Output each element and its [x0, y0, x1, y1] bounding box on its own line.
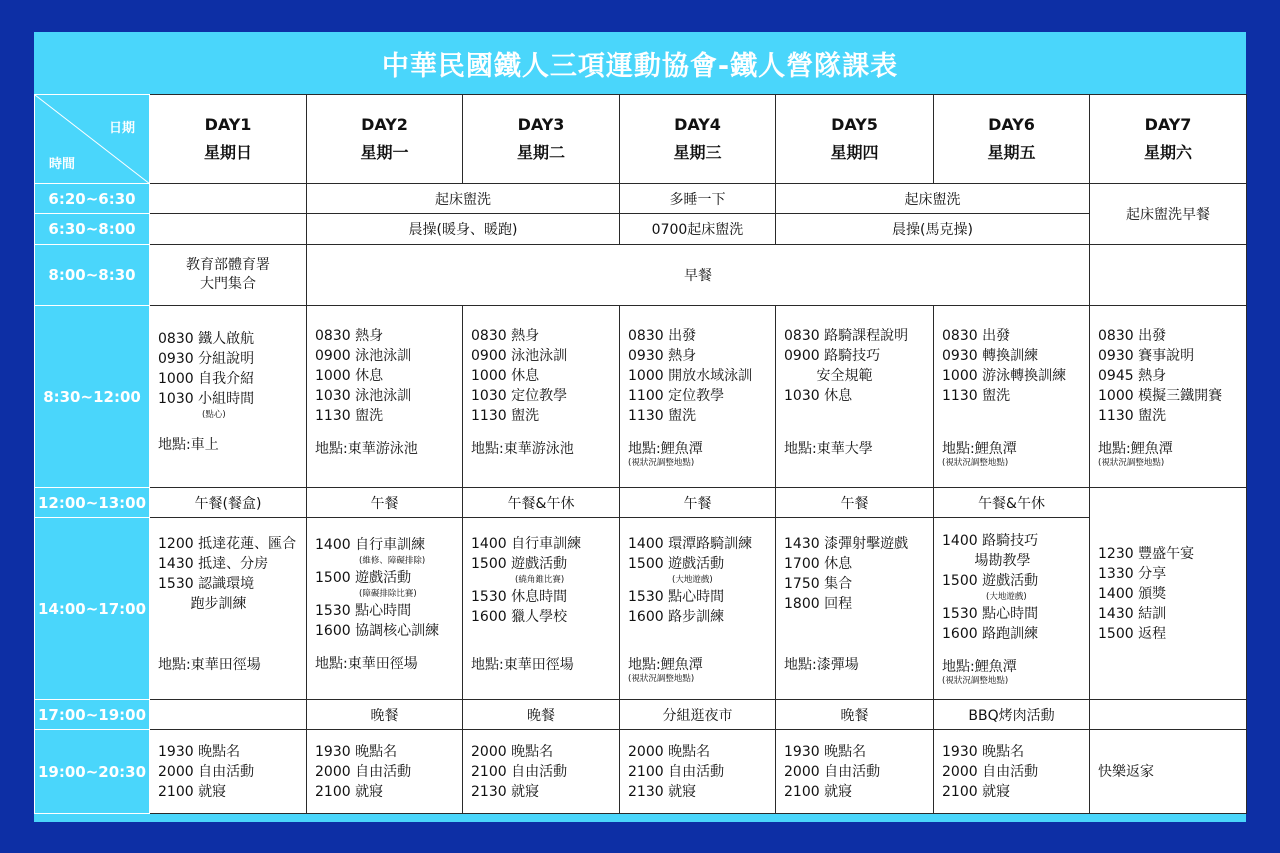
cell-lunch: 午餐(餐盒): [150, 488, 307, 518]
morning-d4: 0830 出發 0930 熱身 1000 開放水域泳訓 1100 定位教學 1130 盥洗 地點:鯉魚潭 (視狀況調整地點): [620, 306, 776, 488]
cell-empty: [150, 700, 307, 730]
morning-d2: 0830 熱身 0900 泳池泳訓 1000 休息 1030 泳池泳訓 1130 盥洗 地點:東華游泳池: [307, 306, 463, 488]
cell-wake-breakfast: 起床盥洗早餐: [1090, 184, 1247, 245]
row-1700: [35, 700, 1247, 730]
cell-breakfast: 早餐: [307, 245, 1090, 306]
row-1900: [35, 730, 1247, 814]
evening-d5: 1930 晚點名 2000 自由活動 2100 就寢: [776, 730, 934, 814]
day-label: DAY4: [674, 115, 721, 134]
afternoon-d2: 1400 自行車訓練 (維修、障礙排除) 1500 遊戲活動 (障礙排除比賽) 1530 點心時間 1600 協調核心訓練 地點:東華田徑場: [307, 518, 463, 700]
cell-gathering: 教育部體育署 大門集合: [150, 245, 307, 306]
cell-lunch: 午餐&午休: [934, 488, 1090, 518]
row-0800: [35, 245, 1247, 306]
evening-d4: 2000 晚點名 2100 自由活動 2130 就寢: [620, 730, 776, 814]
cell-morning-exercise: 晨操(暖身、暖跑): [307, 214, 620, 245]
day-header-2: [307, 95, 463, 184]
cell-bbq: BBQ烤肉活動: [934, 700, 1090, 730]
weekday-label: 星期四: [830, 143, 879, 162]
cell-wake-up: 起床盥洗: [307, 184, 620, 214]
cell-dinner: 晚餐: [463, 700, 620, 730]
corner-time-label: 時間: [49, 157, 76, 172]
corner-date-label: 日期: [108, 121, 135, 136]
morning-d3: 0830 熱身 0900 泳池泳訓 1000 休息 1030 定位教學 1130 盥洗 地點:東華游泳池: [463, 306, 620, 488]
time-label: 6:30~8:00: [35, 214, 150, 245]
morning-d5: 0830 路騎課程說明 0900 路騎技巧 安全規範 1030 休息 地點:東華大學: [776, 306, 934, 488]
evening-d6: 1930 晚點名 2000 自由活動 2100 就寢: [934, 730, 1090, 814]
afternoon-d6: 1400 路騎技巧 場勘教學 1500 遊戲活動 (大地遊戲) 1530 點心時間 1600 路跑訓練 地點:鯉魚潭 (視狀況調整地點): [934, 518, 1090, 700]
cell-lunch: 午餐: [307, 488, 463, 518]
afternoon-d3: 1400 自行車訓練 1500 遊戲活動 (繞角錐比賽) 1530 休息時間 1600 獵人學校 地點:東華田徑場: [463, 518, 620, 700]
evening-d1: 1930 晚點名 2000 自由活動 2100 就寢: [150, 730, 307, 814]
cell-empty: [1090, 700, 1247, 730]
weekday-label: 星期一: [360, 143, 409, 162]
cell-empty: [150, 184, 307, 214]
header-row: [35, 95, 1247, 184]
row-0830: [35, 306, 1247, 488]
day-header-1: [150, 95, 307, 184]
day-label: DAY2: [361, 115, 408, 134]
time-label: 14:00~17:00: [35, 518, 150, 700]
cell-lunch: 午餐: [776, 488, 934, 518]
row-1200: [35, 488, 1247, 518]
cell-empty: [150, 214, 307, 245]
cell-dinner: 晚餐: [776, 700, 934, 730]
weekday-label: 星期二: [516, 143, 565, 162]
day-header-4: [620, 95, 776, 184]
day-label: DAY1: [204, 115, 252, 134]
weekday-label: 星期五: [987, 143, 1036, 162]
evening-d7: 快樂返家: [1090, 730, 1247, 814]
weekday-label: 星期六: [1143, 143, 1192, 162]
evening-d2: 1930 晚點名 2000 自由活動 2100 就寢: [307, 730, 463, 814]
time-label: 6:20~6:30: [35, 184, 150, 214]
day-header-7: [1090, 95, 1247, 184]
afternoon-d4: 1400 環潭路騎訓練 1500 遊戲活動 (大地遊戲) 1530 點心時間 1600 路步訓練 地點:鯉魚潭 (視狀況調整地點): [620, 518, 776, 700]
day-header-6: [934, 95, 1090, 184]
row-0630: [35, 214, 1247, 245]
cell-wake-0700: 0700起床盥洗: [620, 214, 776, 245]
morning-d1: 0830 鐵人啟航 0930 分組說明 1000 自我介紹 1030 小組時間 (點心) 地點:車上: [150, 306, 307, 488]
time-label: 8:00~8:30: [35, 245, 150, 306]
time-label: 19:00~20:30: [35, 730, 150, 814]
morning-d7: 0830 出發 0930 賽事說明 0945 熱身 1000 模擬三鐵開賽 1130 盥洗 地點:鯉魚潭 (視狀況調整地點): [1090, 306, 1247, 488]
weekday-label: 星期日: [203, 143, 252, 162]
day-header-5: [776, 95, 934, 184]
afternoon-d5: 1430 漆彈射擊遊戲 1700 休息 1750 集合 1800 回程 地點:漆彈場: [776, 518, 934, 700]
corner-cell: [35, 95, 150, 184]
row-0620: [35, 184, 1247, 214]
afternoon-d7: 1230 豐盛午宴 1330 分享 1400 頒獎 1430 結訓 1500 返程: [1090, 488, 1247, 700]
schedule-frame: [34, 32, 1246, 822]
weekday-label: 星期三: [673, 143, 722, 162]
time-label: 17:00~19:00: [35, 700, 150, 730]
page-title: 中華民國鐵人三項運動協會-鐵人營隊課表: [381, 50, 899, 82]
cell-sleep-in: 多睡一下: [620, 184, 776, 214]
cell-dinner: 晚餐: [307, 700, 463, 730]
morning-d6: 0830 出發 0930 轉換訓練 1000 游泳轉換訓練 1130 盥洗 地點:鯉魚潭 (視狀況調整地點): [934, 306, 1090, 488]
time-label: 12:00~13:00: [35, 488, 150, 518]
evening-d3: 2000 晚點名 2100 自由活動 2130 就寢: [463, 730, 620, 814]
day-label: DAY6: [988, 115, 1035, 134]
day-label: DAY3: [517, 115, 565, 134]
day-label: DAY5: [831, 115, 878, 134]
cell-night-market: 分組逛夜市: [620, 700, 776, 730]
time-label: 8:30~12:00: [35, 306, 150, 488]
cell-wake-up: 起床盥洗: [776, 184, 1090, 214]
afternoon-d1: 1200 抵達花蓮、匯合 1430 抵達、分房 1530 認識環境 跑步訓練 地點:東華田徑場: [150, 518, 307, 700]
schedule-table: [34, 94, 1247, 814]
day-header-3: [463, 95, 620, 184]
day-label: DAY7: [1144, 115, 1192, 134]
row-1400: [35, 518, 1247, 700]
cell-empty: [1090, 245, 1247, 306]
cell-morning-exercise: 晨操(馬克操): [776, 214, 1090, 245]
cell-lunch: 午餐&午休: [463, 488, 620, 518]
cell-lunch: 午餐: [620, 488, 776, 518]
